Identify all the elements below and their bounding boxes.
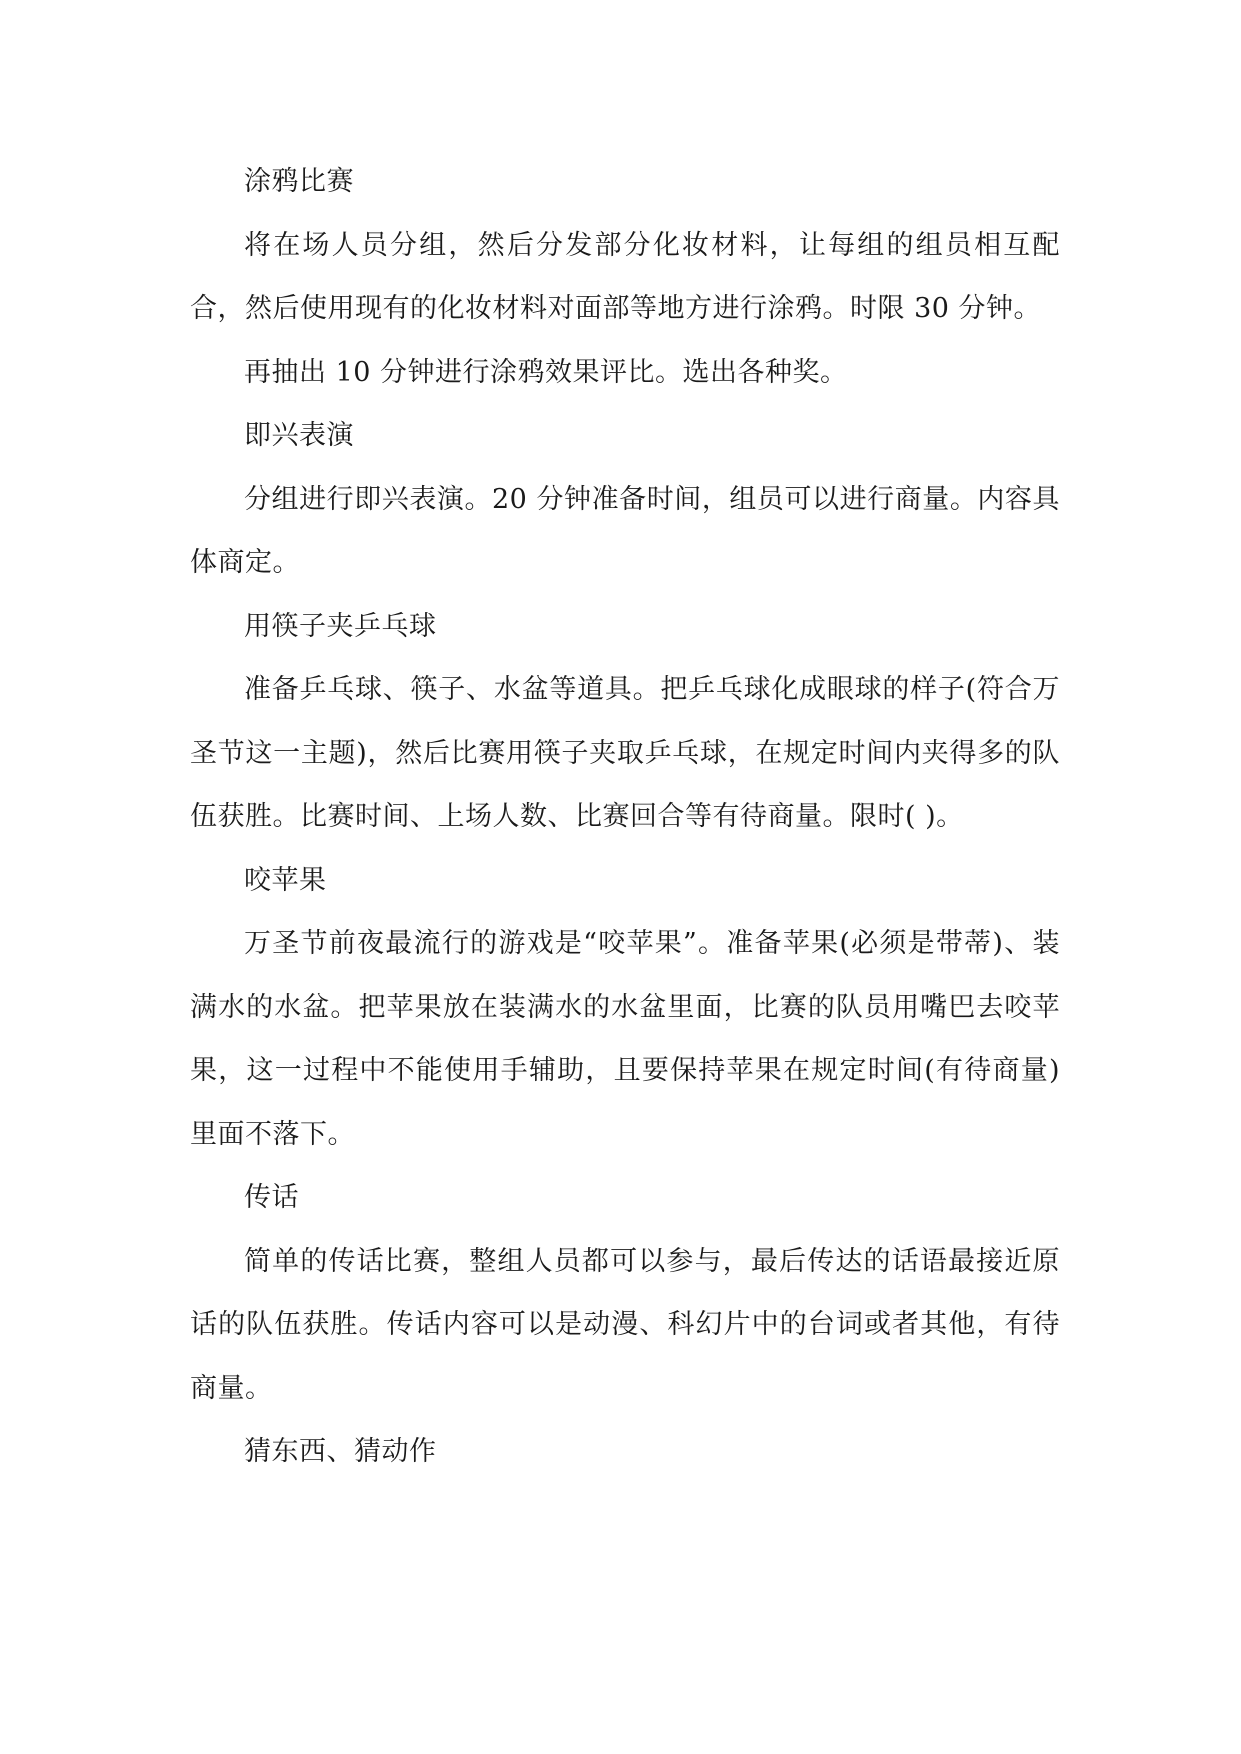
heading-chopsticks-pingpong: 用筷子夹乒乓球	[244, 610, 437, 642]
heading-telephone-game: 传话	[244, 1182, 299, 1213]
paragraph-improv-rules: 分组进行即兴表演。20 分钟准备时间，组员可以进行商量。内容具体商定。	[190, 483, 1060, 578]
paragraph-graffiti-judging: 再抽出 10 分钟进行涂鸦效果评比。选出各种奖。	[244, 356, 848, 388]
heading-improv: 即兴表演	[244, 420, 354, 451]
paragraph-telephone-game-rules: 简单的传话比赛，整组人员都可以参与，最后传达的话语最接近原话的队伍获胜。传话内容可以是动漫、科幻片中的台词或者其他，有待商量。	[190, 1245, 1060, 1404]
paragraph-graffiti-rules: 将在场人员分组，然后分发部分化妆材料，让每组的组员相互配合，然后使用现有的化妆材料对面部等地方进行涂鸦。时限 30 分钟。	[190, 229, 1060, 324]
paragraph-chopsticks-pingpong-rules: 准备乒乓球、筷子、水盆等道具。把乒乓球化成眼球的样子(符合万圣节这一主题)，然后比赛用筷子夹取乒乓球，在规定时间内夹得多的队伍获胜。比赛时间、上场人数、比赛回合等有待商量。限时( )。	[190, 674, 1060, 832]
heading-bobbing-apples: 咬苹果	[244, 864, 327, 896]
heading-graffiti-contest: 涂鸦比赛	[244, 166, 354, 197]
document-page	[190, 150, 1060, 1484]
heading-guessing-game: 猜东西、猜动作	[244, 1436, 437, 1467]
paragraph-bobbing-apples-rules: 万圣节前夜最流行的游戏是“咬苹果”。准备苹果(必须是带蒂)、装满水的水盆。把苹果放在装满水的水盆里面，比赛的队员用嘴巴去咬苹果，这一过程中不能使用手辅助，且要保持苹果在规定时间(有待商量)里面不落下。	[190, 928, 1060, 1150]
